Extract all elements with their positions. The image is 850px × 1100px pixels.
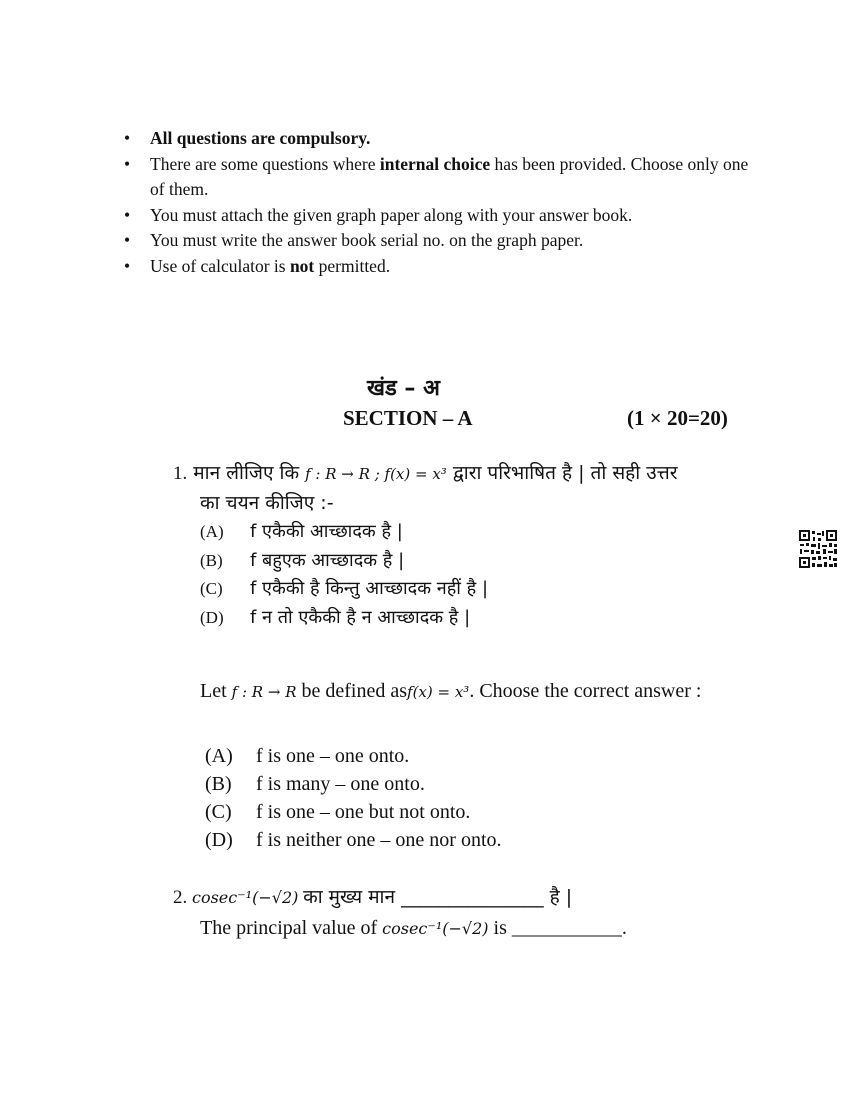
option-b-hindi: (B) f बहुएक आच्छादक है | [200,549,405,571]
instruction-item: • All questions are compulsory. [122,126,762,152]
instruction-item: • You must write the answer book serial no. on the graph paper. [122,228,762,254]
question-2 [173,882,627,944]
option-a-hindi: (A) f एकैकी आच्छादक है | [200,521,403,542]
question-number: 1. [173,463,188,484]
option-c: (C) f is one – one but not onto. [205,801,471,823]
bullet-icon: • [124,128,131,148]
question-1-hindi-cont: का चयन कीजिए :- [200,492,334,514]
bullet-icon: • [124,204,131,225]
option-c-hindi: (C) f एकैकी है किन्तु आच्छादक नहीं है | [200,578,489,599]
question-number: 2. [173,887,188,908]
option-a: (A) f is one – one onto. [205,745,410,767]
question-1-english: Let f : R → R be defined asf(x) = x³. Choose the correct answer : [200,680,702,702]
section-title: SECTION – A [343,406,473,430]
bullet-icon: • [124,153,131,174]
instruction-item: • There are some questions where internal choice has been provided. Choose only one of them. [124,153,749,199]
section-title-hindi: खंड – अ [367,376,440,401]
instruction-item: • Use of calculator is not permitted. [122,254,762,280]
bullet-icon: • [124,230,131,250]
option-d-hindi: (D) f न तो एकैकी है न आच्छादक है | [200,606,471,628]
bullet-icon: • [124,255,131,276]
question-1-hindi: 1. मान लीजिए कि f : R → R ; f(x) = x³ द्वारा परिभाषित है | तो सही उत्तर [173,462,678,484]
option-d: (D) f is neither one – one nor onto. [205,829,502,851]
qr-code-icon [798,529,838,569]
instruction-item: • You must attach the given graph paper along with your answer book. [122,203,762,229]
question-1-english-options [205,742,502,854]
option-b: (B) f is many – one onto. [205,773,425,795]
instructions-list [122,126,762,279]
question-1 [173,459,763,632]
section-marks: (1 × 20=20) [627,406,728,430]
question-2-english: The principal value of cosec⁻¹(−√2) is ___________. [200,917,627,939]
question-2-hindi: 2. cosec⁻¹(−√2) का मुख्य मान _______________ है | [173,886,573,908]
